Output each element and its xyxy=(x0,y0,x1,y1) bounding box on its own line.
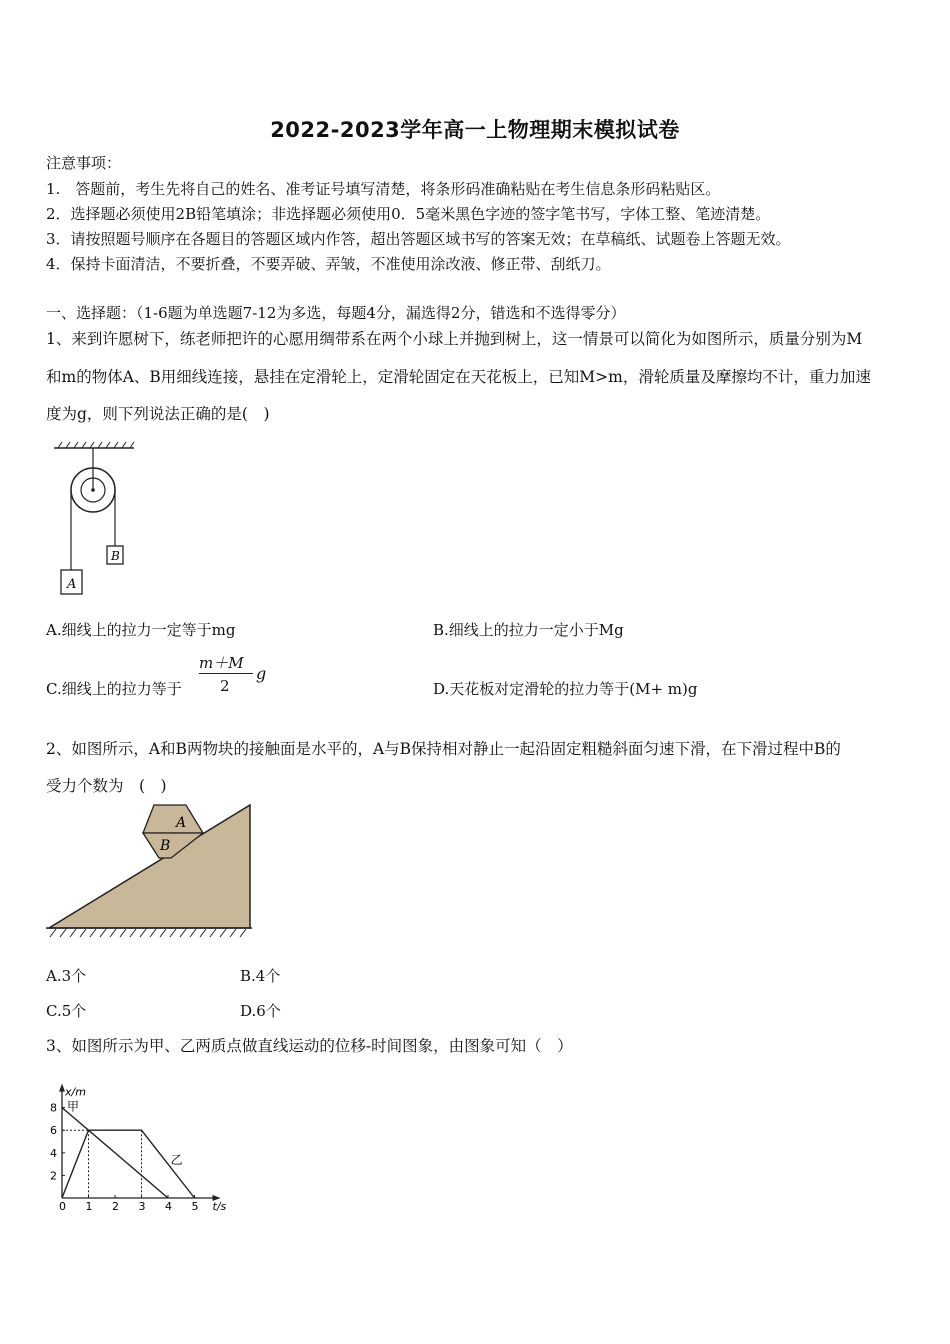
x-tick-label: 2 xyxy=(112,1200,119,1213)
q2-option-a: A.3个 xyxy=(46,967,87,985)
q1-option-a: A.细线上的拉力一定等于mg xyxy=(46,621,236,639)
q2-option-c: C.5个 xyxy=(46,1002,87,1020)
q1-option-b: B.细线上的拉力一定小于Mg xyxy=(433,621,624,639)
y-axis-label: x/m xyxy=(65,1085,86,1099)
q2-option-b: B.4个 xyxy=(240,967,281,985)
y-tick-label: 8 xyxy=(50,1101,57,1115)
q2-text-line1: 2、如图所示，A和B两物块的接触面是水平的，A与B保持相对静止一起沿固定粗糙斜面匀速下滑，在下滑过程中B的 xyxy=(46,740,841,758)
fraction-numerator: m＋M xyxy=(199,654,244,672)
notice-heading: 注意事项： xyxy=(46,154,122,172)
xt-chart xyxy=(40,1062,250,1212)
series-label-1: 乙 xyxy=(170,1153,183,1168)
notice-item-4: 4．保持卡面清洁，不要折叠，不要弄破、弄皱，不准使用涂改液、修正带、刮纸刀。 xyxy=(46,255,611,273)
x-tick-label: 5 xyxy=(191,1200,199,1213)
x-tick-label: 0 xyxy=(59,1200,66,1213)
fraction-denominator: 2 xyxy=(220,677,230,695)
q2-text-line2: 受力个数为 ( ) xyxy=(46,777,167,795)
series-line-0 xyxy=(62,1108,168,1198)
section-heading: 一、选择题：（1-6题为单选题7-12为多选，每题4分，漏选得2分，错选和不选得零分） xyxy=(46,304,626,322)
x-tick-label: 4 xyxy=(165,1200,172,1213)
incline-diagram xyxy=(46,800,256,940)
page-title: 2022-2023学年高一上物理期末模拟试卷 xyxy=(270,118,680,142)
x-tick-label: 1 xyxy=(85,1200,93,1213)
y-tick-label: 2 xyxy=(50,1169,57,1183)
q1-text-line1: 1、来到许愿树下，练老师把许的心愿用绸带系在两个小球上并抛到树上，这一情景可以简化为如图所示，质量分别为M xyxy=(46,330,863,348)
q2-option-d: D.6个 xyxy=(240,1002,281,1020)
q3-text-line1: 3、如图所示为甲、乙两质点做直线运动的位移-时间图象，由图象可知（ ） xyxy=(46,1037,573,1055)
notice-item-1: 1. 答题前，考生先将自己的姓名、准考证号填写清楚，将条形码准确粘贴在考生信息条形码粘贴区。 xyxy=(46,180,721,198)
label-a: A xyxy=(67,577,77,592)
q1-option-c: C.细线上的拉力等于 xyxy=(46,680,182,698)
pulley-diagram xyxy=(46,440,146,600)
fraction-g: g xyxy=(256,664,267,683)
label-a: A xyxy=(176,815,187,831)
label-b: B xyxy=(111,549,120,563)
y-tick-label: 6 xyxy=(50,1124,57,1138)
q1-text-line2: 和m的物体A、B用细线连接，悬挂在定滑轮上，定滑轮固定在天花板上，已知M>m，滑轮质量及摩擦均不计，重力加速 xyxy=(46,368,871,386)
q1-text-line3: 度为g，则下列说法正确的是( ) xyxy=(46,405,270,423)
y-tick-label: 4 xyxy=(50,1146,57,1160)
x-tick-label: 3 xyxy=(138,1200,146,1213)
notice-item-3: 3．请按照题号顺序在各题目的答题区域内作答，超出答题区域书写的答案无效；在草稿纸、试题卷上答题无效。 xyxy=(46,230,791,248)
x-axis-label: t/s xyxy=(212,1200,227,1213)
label-b: B xyxy=(160,838,171,854)
notice-item-2: 2．选择题必须使用2B铅笔填涂；非选择题必须使用0．5毫米黑色字迹的签字笔书写，字体工整、笔迹清楚。 xyxy=(46,205,771,223)
series-label-0: 甲 xyxy=(67,1099,80,1114)
fraction-bar xyxy=(199,673,253,674)
q1-option-d: D.天花板对定滑轮的拉力等于(M+ m)g xyxy=(433,680,698,698)
